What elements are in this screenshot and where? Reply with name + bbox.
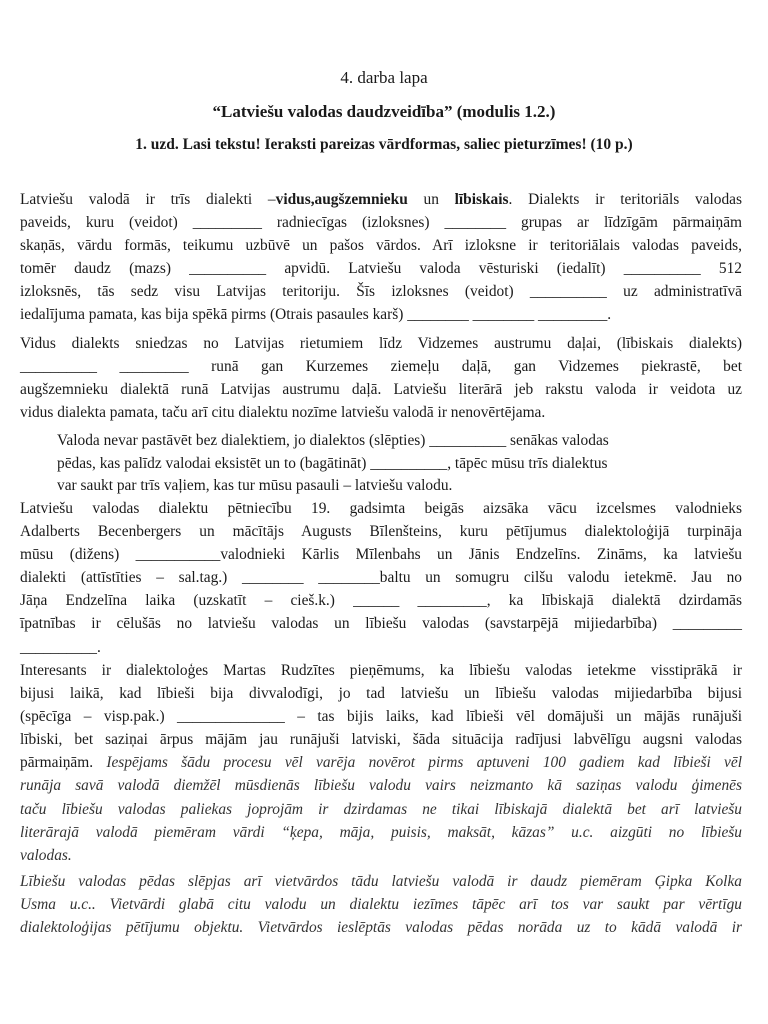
text-span: Latviešu valodā ir trīs dialekti – [20, 191, 276, 208]
text-line: izloksnēs, tās sedz visu Latvijas teritoriju. Šīs izloksnes (veidot) __________ uz administratīvā [20, 283, 742, 301]
text-span: un [407, 191, 455, 208]
text-line: paveids, kuru (veidot) _________ radniecīgas (izloksnes) ________ grupas ar līdzīgām pārmaiņām [20, 214, 742, 232]
text-line: pēdas, kas palīdz valodai eksistēt un to (bagātināt) __________, tāpēc mūsu trīs dialektus [57, 454, 608, 472]
text-line: literārajā valodā piemēram vārdi “ķepa, māja, puisis, maksāt, kāzas” u.c. aizgūti no lībiešu [20, 823, 742, 841]
text-line: Jāņa Endzelīna laika (uzskatīt – cieš.k.) ______ _________, ka lībiskajā dialektā dzirdamās [20, 592, 742, 610]
text-line: Lībiešu valodas pēdas slēpjas arī vietvārdos tādu latviešu valodā ir daudz piemēram Ģipka Kolka [20, 873, 742, 890]
indented-quote [57, 430, 707, 498]
text-line: skaņās, vārdu formās, teikumu uzbūvē un pašos vārdos. Arī izloksne ir teritoriālais valodas paveids, [20, 237, 742, 255]
paragraph-livonian-influence [20, 659, 742, 867]
bold-term: lībiskais [454, 191, 509, 208]
text-span: pārmaiņām. [20, 754, 107, 772]
paragraph-dialects-intro [20, 188, 742, 327]
text-line: augšzemnieku dialektā runā Latvijas austrumu daļā. Latviešu literārā jeb rakstu valoda ir veidota uz [20, 381, 742, 399]
bold-term: vidus,augšzemnieku [275, 191, 408, 208]
text-line: īpatnības ir cēlušās no latviešu valodas un lībiešu valodas (savstarpējā mijiedarbība) _________ [20, 615, 742, 633]
text-line: runāja savā valodā diemžēl mūsdienās lībiešu valodu vairs neizmanto kā saziņas valodu ģimenēs [20, 777, 742, 795]
paragraph-dialect-regions [20, 332, 742, 424]
text-line: Interesants ir dialektoloģes Martas Rudzītes pieņēmums, ka lībiešu valodas ietekme visstiprākā ir [20, 662, 742, 679]
text-line [20, 188, 742, 211]
text-line: dialektoloģijas pētījumu objektu. Vietvārdos ieslēptās valodas pēdas norāda uz to kādā valodā ir [20, 919, 742, 937]
text-line: valodas. [20, 846, 72, 864]
text-line: Usma u.c.. Vietvārdi glabā citu valodu un dialektu iezīmes tāpēc arī tos var saukt par vērtīgu [20, 896, 742, 914]
worksheet-title: “Latviešu valodas daudzveidība” (modulis 1.2.) [212, 102, 556, 121]
text-line: __________ _________ runā gan Kurzemes ziemeļu daļā, gan Vidzemes piekrastē, bet [20, 358, 742, 376]
task-instruction: 1. uzd. Lasi tekstu! Ieraksti pareizas vārdformas, saliec pieturzīmes! (10 p.) [135, 136, 633, 153]
text-line: mūsu (dižens) ___________valodnieki Kārlis Mīlenbahs un Jānis Endzelīns. Zināms, ka latviešu [20, 546, 742, 564]
text-line [20, 751, 742, 774]
text-line: (spēcīga – visp.pak.) ______________ – tas bijis laiks, kad lībieši vēl domājuši un mājās runājuši [20, 708, 742, 726]
text-line: lībiski, bet saziņai ārpus mājām jau runājuši latviski, šāda situācija radījusi labvēlīgu augsni valodas [20, 731, 742, 749]
text-line: var saukt par trīs vaļiem, kas tur mūsu pasauli – latviešu valodu. [57, 477, 453, 494]
text-line: Vidus dialekts sniedzas no Latvijas rietumiem līdz Vidzemes austrumu daļai, (lībiskais dialekts) [20, 335, 742, 352]
italic-span: Iespējams šādu procesu vēl varēja novērot pirms aptuveni 100 gadiem kad lībieši vēl [106, 754, 742, 772]
text-line: bijusi laikā, kad lībieši bija divvalodīgi, jo tad latviešu un lībiešu valodas mijiedarbība bijusi [20, 685, 742, 703]
worksheet-number: 4. darba lapa [340, 68, 428, 87]
text-line: tomēr daudz (mazs) __________ apvidū. Latviešu valoda vēsturiski (iedalīt) __________ 512 [20, 260, 742, 278]
text-line: vidus dialekta pamata, taču arī citu dialektu nozīme latviešu valodā ir nenovērtējama. [20, 404, 546, 422]
text-line: __________. [20, 638, 101, 656]
text-line: Adalberts Becenbergers un mācītājs Augusts Bīlenšteins, kuru pētījumus dialektoloģijā turpināja [20, 523, 742, 541]
text-span: . Dialekts ir teritoriāls valodas [508, 191, 742, 208]
text-line: taču lībiešu valodas paliekas joprojām ir dzirdamas ne tikai lībiskajā dialektā bet arī latviešu [20, 800, 742, 818]
paragraph-dialect-research [20, 497, 742, 659]
text-line: iedalījuma pamata, kas bija spēkā pirms (Otrais pasaules karš) ________ ________ _________. [20, 306, 612, 324]
text-line: Latviešu valodas dialektu pētniecību 19. gadsimta beigās aizsāka vācu izcelsmes valodnieks [20, 500, 742, 517]
text-line: dialekti (attīstīties – sal.tag.) ________ ________baltu un somugru cilšu valodu ietekmē. Jau no [20, 569, 742, 587]
text-line: Valoda nevar pastāvēt bez dialektiem, jo dialektos (slēpties) __________ senākas valodas [57, 432, 609, 449]
paragraph-place-names [20, 870, 742, 939]
